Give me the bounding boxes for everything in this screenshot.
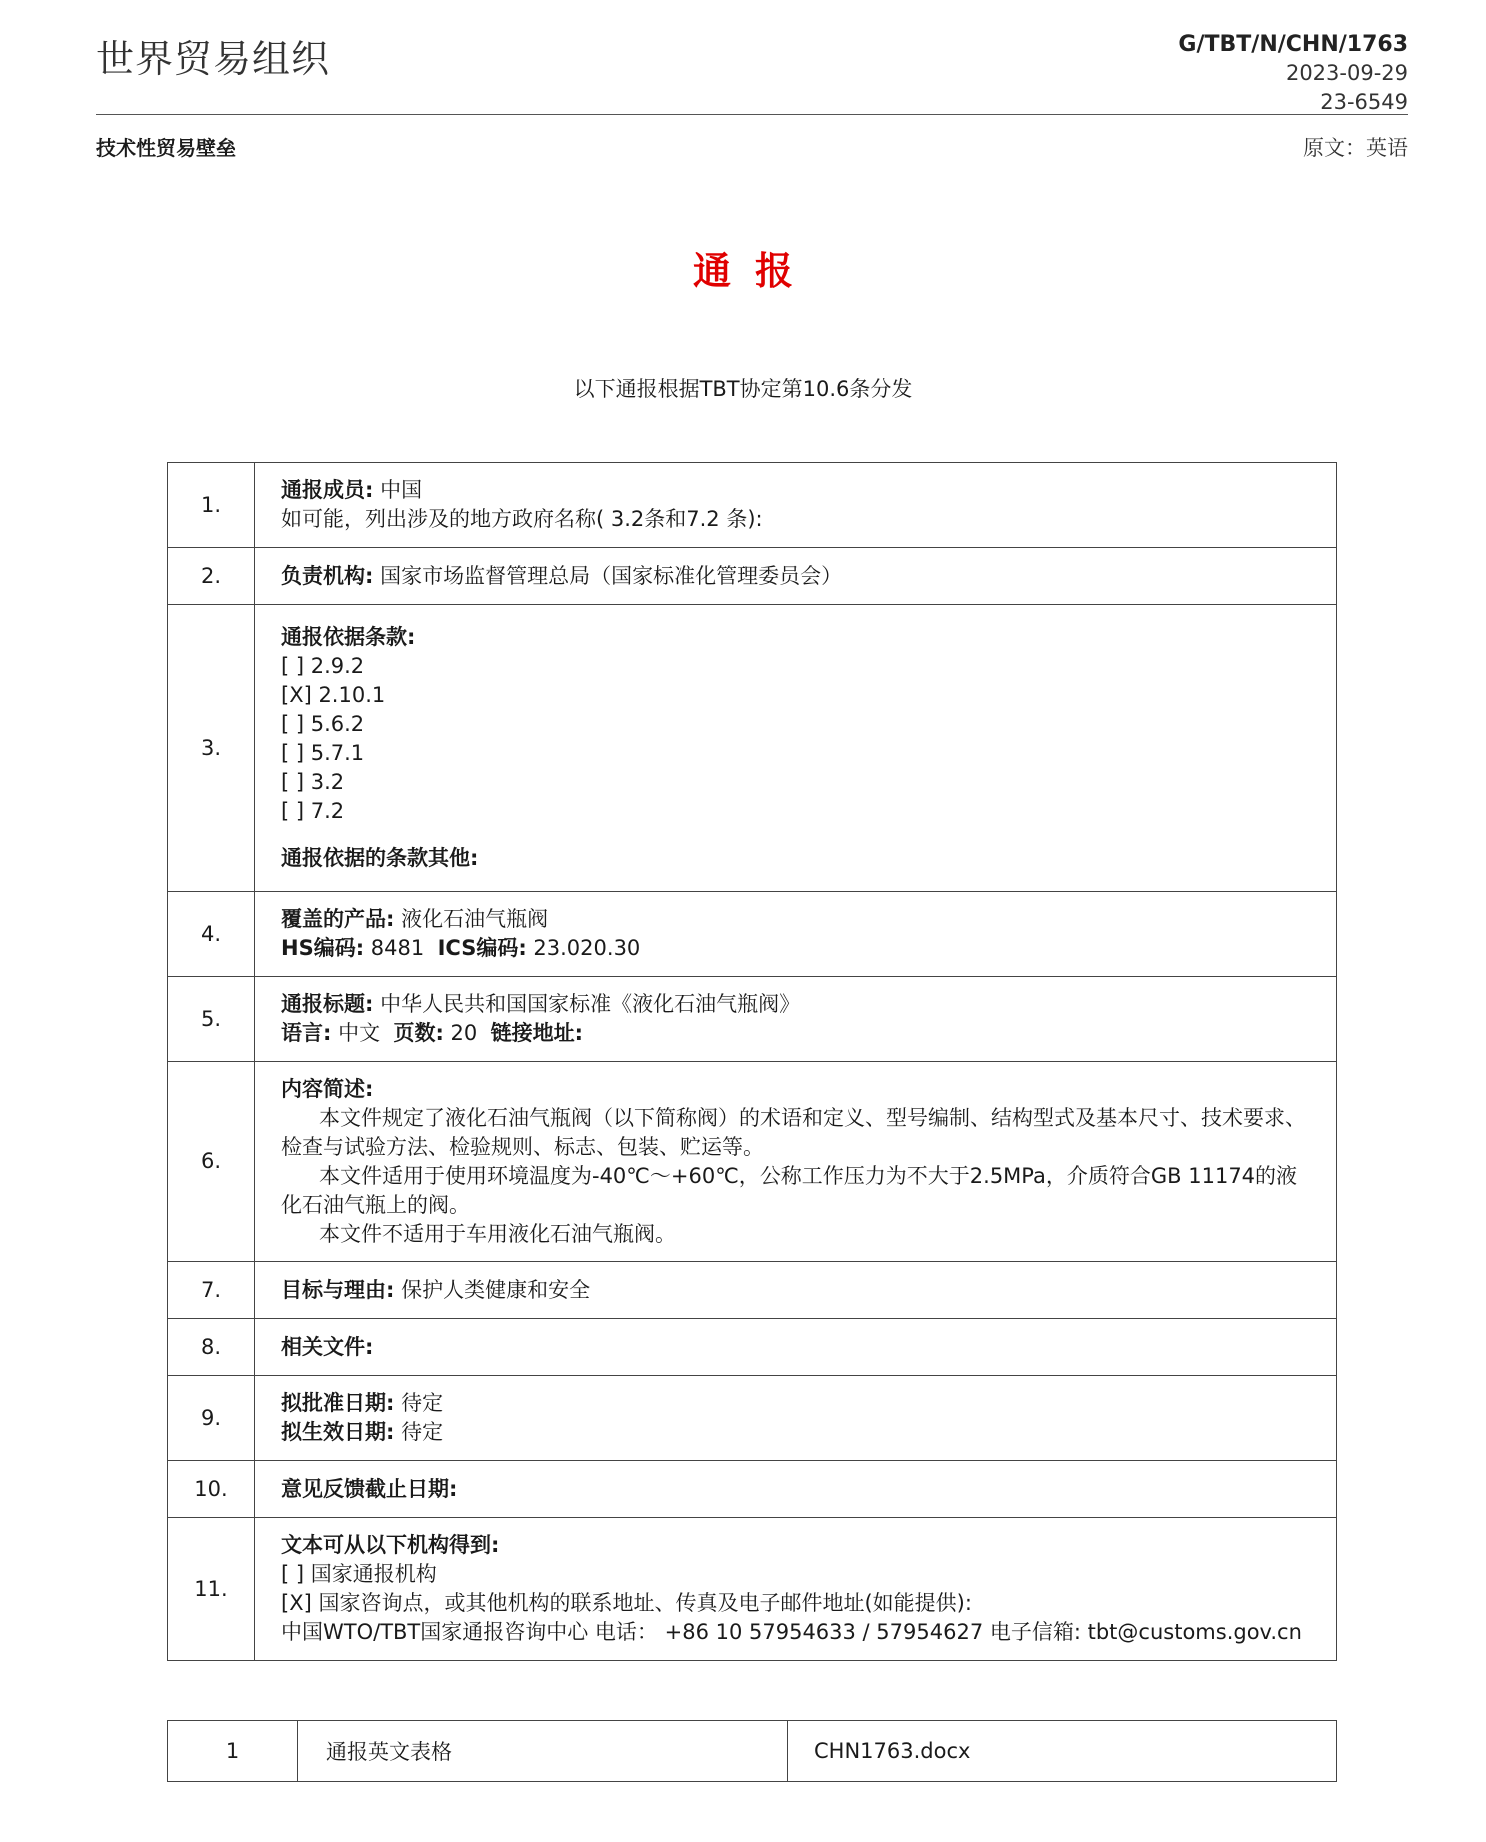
row-content [255,892,1337,977]
table-row [168,1461,1337,1518]
field-label: 通报依据的条款其他: [281,846,479,870]
document-meta [1178,30,1408,117]
link-label: 链接地址: [490,1021,584,1045]
field-note: 如可能，列出涉及的地方政府名称( 3.2条和7.2 条): [281,507,763,531]
field-label: 文本可从以下机构得到: [281,1533,500,1557]
field-label: 内容简述: [281,1076,374,1101]
hs-code-value: 8481 [364,936,425,960]
hs-code-label: HS编码: [281,936,365,960]
table-row [168,1319,1337,1376]
ics-code-value: 23.020.30 [526,936,641,960]
field-label: 通报依据条款: [281,625,416,649]
table-row [168,1062,1337,1262]
row-content [255,1461,1337,1518]
attachment-description: 通报英文表格 [298,1721,788,1782]
field-value: 待定 [394,1391,444,1415]
organization-name: 世界贸易组织 [96,37,331,81]
checkbox-option: [ ] 7.2 [281,799,345,823]
ics-code-label: ICS编码: [437,936,527,960]
field-label: 意见反馈截止日期: [281,1476,458,1501]
row-number: 3. [168,605,255,892]
attachment-file[interactable]: CHN1763.docx [788,1721,1337,1782]
field-label: 通报成员: [281,478,374,502]
notification-table [167,462,1337,1661]
field-label: 负责机构: [281,563,374,588]
row-number: 2. [168,548,255,605]
row-number: 1. [168,463,255,548]
table-row [168,892,1337,977]
row-content [255,1376,1337,1461]
row-number: 5. [168,977,255,1062]
row-content [255,463,1337,548]
field-label: 拟生效日期: [281,1420,395,1444]
checkbox-option: [ ] 2.9.2 [281,654,365,678]
checkbox-option: [X] 国家咨询点，或其他机构的联系地址、传真及电子邮件地址(如能提供): [281,1591,972,1615]
field-value: 保护人类健康和安全 [394,1277,591,1302]
row-number: 4. [168,892,255,977]
checkbox-option: [ ] 3.2 [281,770,345,794]
table-row [168,1518,1337,1661]
row-content [255,977,1337,1062]
field-label: 通报标题: [281,992,374,1016]
checkbox-option: [X] 2.10.1 [281,683,386,707]
row-number: 10. [168,1461,255,1518]
committee-name: 技术性贸易壁垒 [96,136,236,160]
field-value: 国家市场监督管理总局（国家标准化管理委员会） [373,563,843,588]
table-row [168,1376,1337,1461]
page-subtitle: 以下通报根据TBT协定第10.6条分发 [573,377,913,401]
table-row [168,1262,1337,1319]
field-label: 覆盖的产品: [281,907,395,931]
row-content [255,1262,1337,1319]
field-value: 液化石油气瓶阀 [394,907,549,931]
field-label: 拟批准日期: [281,1391,395,1415]
checkbox-option: [ ] 国家通报机构 [281,1562,437,1586]
field-value: 待定 [394,1420,444,1444]
original-language: 原文：英语 [1303,136,1408,160]
header-divider [96,114,1408,115]
table-row [168,605,1337,892]
page-title: 通报 [692,249,817,293]
table-row [168,1721,1337,1782]
spacer [281,826,1310,844]
attachment-number: 1 [168,1721,298,1782]
field-label: 目标与理由: [281,1277,395,1302]
row-number: 8. [168,1319,255,1376]
table-row [168,548,1337,605]
attachment-table [167,1720,1337,1782]
language-label: 语言: [281,1021,332,1045]
description-paragraph: 本文件适用于使用环境温度为-40℃～+60℃，公称工作压力为不大于2.5MPa，介质符合GB 11174的液化石油气瓶上的阀。 [281,1163,1298,1217]
table-row [168,977,1337,1062]
row-number: 9. [168,1376,255,1461]
table-row [168,463,1337,548]
field-value: 中华人民共和国国家标准《液化石油气瓶阀》 [373,992,801,1016]
row-content [255,605,1337,892]
field-label: 相关文件: [281,1334,374,1359]
document-symbol: G/TBT/N/CHN/1763 [1178,32,1408,57]
row-content [255,1062,1337,1262]
row-number: 6. [168,1062,255,1262]
row-content [255,548,1337,605]
pages-value: 20 [443,1021,478,1045]
description-paragraph: 本文件不适用于车用液化石油气瓶阀。 [319,1221,676,1246]
contact-info: 中国WTO/TBT国家通报咨询中心 电话： +86 10 57954633 / 57954627 电子信箱: tbt@customs.gov.cn [281,1620,1302,1644]
document-date: 2023-09-29 [1285,61,1408,85]
document-number: 23-6549 [1320,90,1408,114]
field-value: 中国 [373,478,423,502]
description-paragraph: 本文件规定了液化石油气瓶阀（以下简称阀）的术语和定义、型号编制、结构型式及基本尺寸、技术要求、检查与试验方法、检验规则、标志、包装、贮运等。 [281,1105,1306,1159]
checkbox-option: [ ] 5.7.1 [281,741,365,765]
row-number: 11. [168,1518,255,1661]
row-number: 7. [168,1262,255,1319]
row-content [255,1518,1337,1661]
row-content [255,1319,1337,1376]
language-value: 中文 [331,1021,381,1045]
checkbox-option: [ ] 5.6.2 [281,712,365,736]
pages-label: 页数: [393,1021,444,1045]
